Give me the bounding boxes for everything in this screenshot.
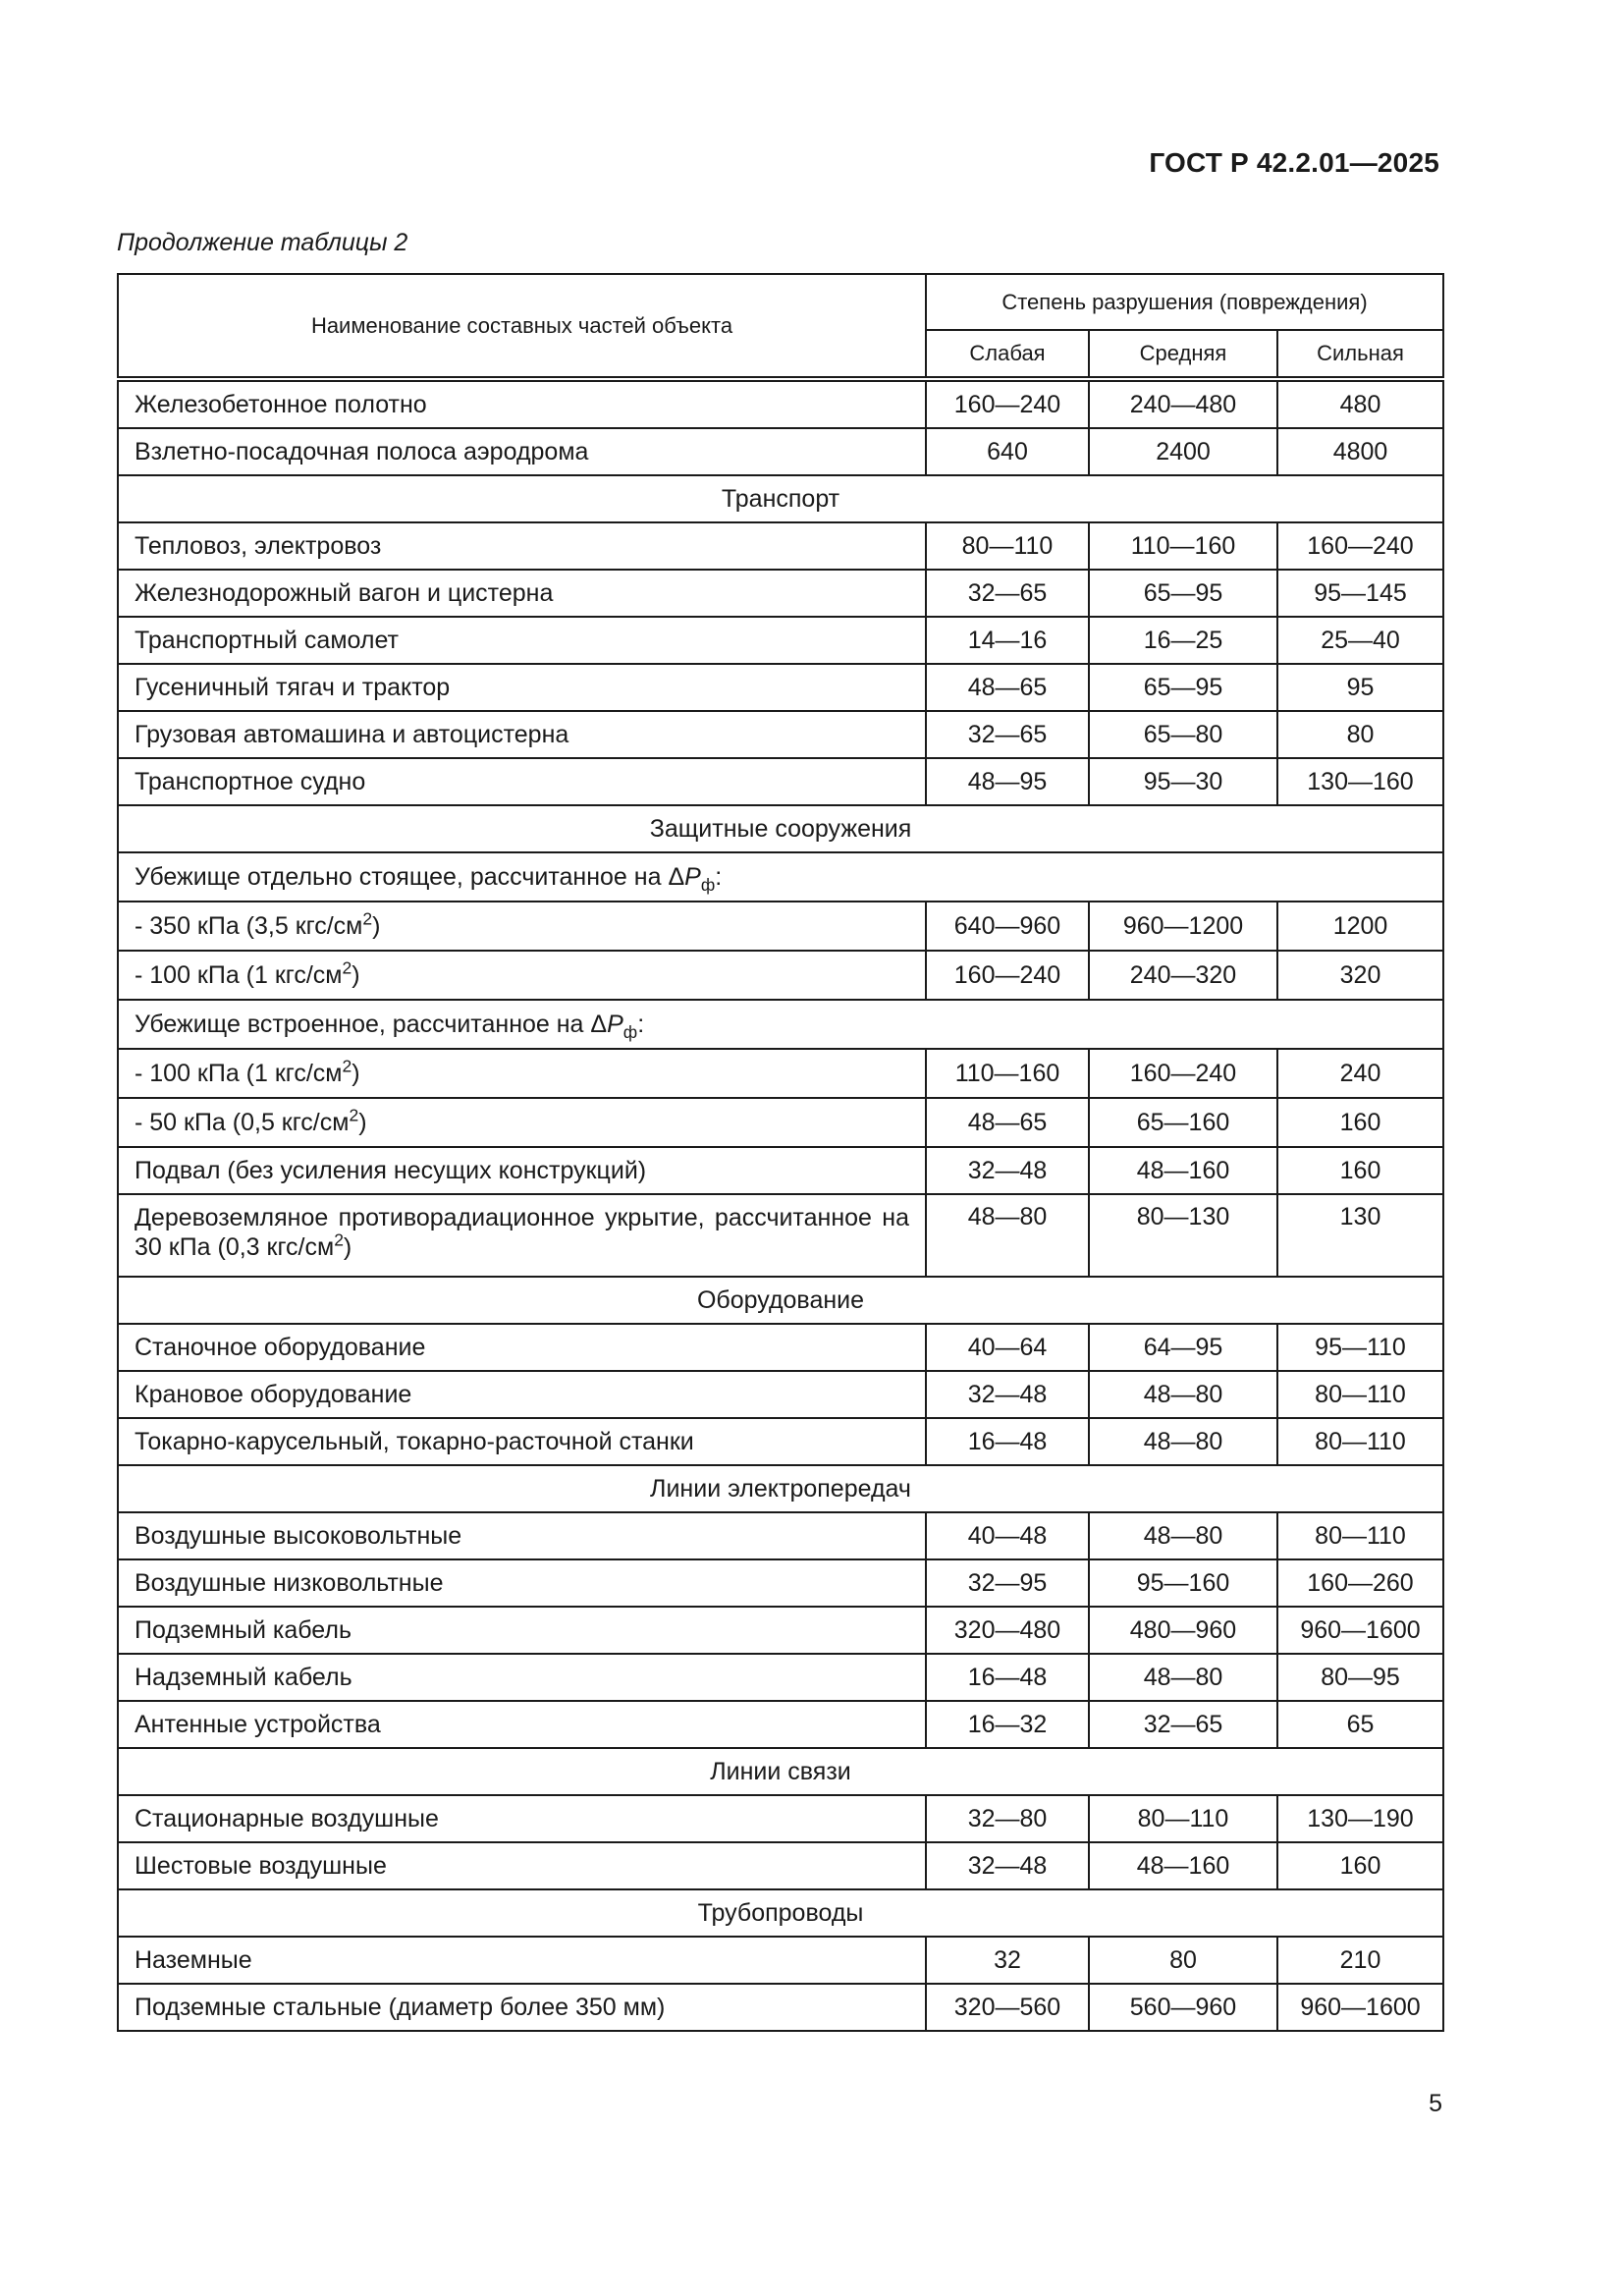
value-weak: 48—80	[926, 1194, 1089, 1277]
table-row	[118, 1654, 1443, 1701]
value-strong: 130—190	[1277, 1795, 1443, 1842]
object-name: - 50 кПа (0,5 кгс/см	[135, 1108, 350, 1136]
object-name: Грузовая автомашина и автоцистерна	[135, 720, 569, 748]
object-name-cell	[118, 1147, 926, 1194]
value-weak: 48—65	[926, 664, 1089, 711]
value-medium: 95—30	[1089, 758, 1277, 805]
object-name-tail: )	[352, 1059, 360, 1087]
object-name: - 350 кПа (3,5 кгс/см	[135, 911, 363, 940]
value-weak: 320—560	[926, 1984, 1089, 2031]
value-medium: 48—160	[1089, 1842, 1277, 1889]
unit-superscript: 2	[362, 908, 373, 929]
value-weak: 16—32	[926, 1701, 1089, 1748]
value-medium: 240—320	[1089, 951, 1277, 1000]
table-row	[118, 1984, 1443, 2031]
value-medium: 48—80	[1089, 1371, 1277, 1418]
object-name-cell	[118, 758, 926, 805]
object-name-cell	[118, 1937, 926, 1984]
value-strong: 160	[1277, 1842, 1443, 1889]
value-weak: 32	[926, 1937, 1089, 1984]
value-strong: 210	[1277, 1937, 1443, 1984]
value-medium: 32—65	[1089, 1701, 1277, 1748]
subheading-row	[118, 1000, 1443, 1049]
table-row	[118, 522, 1443, 570]
value-medium: 80—130	[1089, 1194, 1277, 1277]
value-medium: 110—160	[1089, 522, 1277, 570]
table-body	[118, 379, 1443, 2031]
table-row	[118, 428, 1443, 475]
value-medium: 480—960	[1089, 1607, 1277, 1654]
pressure-subscript: ф	[622, 1021, 638, 1042]
value-weak: 16—48	[926, 1654, 1089, 1701]
col-header-medium: Средняя	[1089, 330, 1277, 379]
subheading-row	[118, 852, 1443, 902]
table-row	[118, 711, 1443, 758]
table-row	[118, 1937, 1443, 1984]
object-name: Надземный кабель	[135, 1663, 352, 1691]
value-strong: 960—1600	[1277, 1607, 1443, 1654]
value-strong: 80—110	[1277, 1371, 1443, 1418]
table-row	[118, 1049, 1443, 1098]
object-name-cell	[118, 379, 926, 428]
value-strong: 80—110	[1277, 1512, 1443, 1559]
section-row	[118, 1277, 1443, 1324]
value-weak: 160—240	[926, 951, 1089, 1000]
object-name-cell	[118, 570, 926, 617]
object-name-cell	[118, 1607, 926, 1654]
table-row	[118, 902, 1443, 951]
value-medium: 64—95	[1089, 1324, 1277, 1371]
value-strong: 95—110	[1277, 1324, 1443, 1371]
value-weak: 110—160	[926, 1049, 1089, 1098]
value-strong: 1200	[1277, 902, 1443, 951]
value-weak: 32—65	[926, 711, 1089, 758]
table-row	[118, 951, 1443, 1000]
damage-table	[117, 273, 1444, 2032]
section-row	[118, 805, 1443, 852]
object-name: Взлетно-посадочная полоса аэродрома	[135, 437, 589, 465]
subheading-cell: Убежище встроенное, рассчитанное на $\Delta P_ф$:	[118, 1000, 1443, 1049]
value-medium: 48—160	[1089, 1147, 1277, 1194]
value-medium: 48—80	[1089, 1654, 1277, 1701]
value-medium: 560—960	[1089, 1984, 1277, 2031]
object-name-cell	[118, 1418, 926, 1465]
object-name: Транспортное судно	[135, 767, 366, 795]
value-strong: 95—145	[1277, 570, 1443, 617]
subheading-tail: :	[715, 862, 723, 891]
object-name: Гусеничный тягач и трактор	[135, 673, 451, 701]
value-medium: 65—95	[1089, 664, 1277, 711]
value-medium: 160—240	[1089, 1049, 1277, 1098]
table-row	[118, 1512, 1443, 1559]
value-medium: 16—25	[1089, 617, 1277, 664]
object-name-cell	[118, 1324, 926, 1371]
unit-superscript: 2	[349, 1105, 359, 1125]
object-name: Станочное оборудование	[135, 1333, 426, 1361]
table-row	[118, 1194, 1443, 1277]
value-strong: 80	[1277, 711, 1443, 758]
value-strong: 480	[1277, 379, 1443, 428]
value-weak: 14—16	[926, 617, 1089, 664]
object-name: Токарно-карусельный, токарно-расточной станки	[135, 1427, 694, 1455]
value-strong: 25—40	[1277, 617, 1443, 664]
table-caption: Продолжение таблицы 2	[117, 229, 408, 256]
subheading-cell: Убежище отдельно стоящее, рассчитанное на $\Delta P_ф$:	[118, 852, 1443, 902]
pressure-symbol: P	[607, 1010, 623, 1038]
section-title: Линии электропередач	[118, 1465, 1443, 1512]
value-medium: 48—80	[1089, 1512, 1277, 1559]
value-weak: 640—960	[926, 902, 1089, 951]
section-title: Трубопроводы	[118, 1889, 1443, 1937]
value-strong: 80—110	[1277, 1418, 1443, 1465]
value-medium: 65—160	[1089, 1098, 1277, 1147]
value-medium: 65—80	[1089, 711, 1277, 758]
value-weak: 32—48	[926, 1842, 1089, 1889]
section-title: Транспорт	[118, 475, 1443, 522]
value-strong: 160—260	[1277, 1559, 1443, 1607]
value-medium: 960—1200	[1089, 902, 1277, 951]
object-name-cell	[118, 664, 926, 711]
col-header-weak: Слабая	[926, 330, 1089, 379]
value-weak: 320—480	[926, 1607, 1089, 1654]
value-medium: 48—80	[1089, 1418, 1277, 1465]
pressure-symbol: P	[684, 862, 701, 891]
subheading-tail: :	[637, 1010, 645, 1038]
value-weak: 16—48	[926, 1418, 1089, 1465]
page-number: 5	[1429, 2090, 1442, 2117]
col-header-damage-degree: Степень разрушения (повреждения)	[926, 274, 1443, 330]
value-medium: 2400	[1089, 428, 1277, 475]
value-strong: 320	[1277, 951, 1443, 1000]
object-name-cell	[118, 428, 926, 475]
value-medium: 240—480	[1089, 379, 1277, 428]
value-weak: 48—65	[926, 1098, 1089, 1147]
object-name: - 100 кПа (1 кгс/см	[135, 960, 343, 989]
section-title: Линии связи	[118, 1748, 1443, 1795]
section-row	[118, 475, 1443, 522]
object-name-tail: )	[358, 1108, 367, 1136]
table-row	[118, 1701, 1443, 1748]
object-name: Подземный кабель	[135, 1615, 352, 1644]
object-name-cell	[118, 1194, 926, 1277]
subheading-text: Убежище отдельно стоящее, рассчитанное на	[135, 862, 669, 891]
object-name-tail: )	[343, 1233, 352, 1261]
object-name: Антенные устройства	[135, 1710, 381, 1738]
value-weak: 32—95	[926, 1559, 1089, 1607]
value-strong: 130—160	[1277, 758, 1443, 805]
section-row	[118, 1889, 1443, 1937]
value-weak: 32—48	[926, 1147, 1089, 1194]
object-name-cell	[118, 522, 926, 570]
table-row	[118, 1324, 1443, 1371]
value-strong: 160—240	[1277, 522, 1443, 570]
object-name-cell	[118, 711, 926, 758]
object-name: Воздушные высоковольтные	[135, 1521, 462, 1550]
value-weak: 640	[926, 428, 1089, 475]
unit-superscript: 2	[342, 957, 352, 978]
table-row	[118, 1371, 1443, 1418]
object-name-cell	[118, 1842, 926, 1889]
object-name: Деревоземляное противорадиационное укрытие, рассчитанное на 30 кПа (0,3 кгс/см	[135, 1204, 909, 1261]
table-row	[118, 664, 1443, 711]
value-strong: 240	[1277, 1049, 1443, 1098]
value-weak: 32—80	[926, 1795, 1089, 1842]
object-name-cell	[118, 1098, 926, 1147]
value-medium: 65—95	[1089, 570, 1277, 617]
object-name-cell	[118, 1559, 926, 1607]
object-name: Наземные	[135, 1945, 252, 1974]
unit-superscript: 2	[334, 1230, 344, 1250]
value-medium: 80	[1089, 1937, 1277, 1984]
value-medium: 95—160	[1089, 1559, 1277, 1607]
table-row	[118, 1559, 1443, 1607]
value-strong: 160	[1277, 1098, 1443, 1147]
object-name: Железобетонное полотно	[135, 390, 427, 418]
document-code: ГОСТ Р 42.2.01—2025	[1149, 147, 1439, 178]
value-strong: 95	[1277, 664, 1443, 711]
pressure-subscript: ф	[700, 874, 716, 895]
object-name-cell	[118, 1371, 926, 1418]
object-name-cell	[118, 617, 926, 664]
object-name: - 100 кПа (1 кгс/см	[135, 1059, 343, 1087]
object-name: Железнодорожный вагон и цистерна	[135, 578, 554, 607]
object-name-cell	[118, 1701, 926, 1748]
object-name-cell	[118, 951, 926, 1000]
table-row	[118, 1842, 1443, 1889]
col-header-name: Наименование составных частей объекта	[118, 274, 926, 379]
value-strong: 65	[1277, 1701, 1443, 1748]
value-weak: 32—48	[926, 1371, 1089, 1418]
unit-superscript: 2	[342, 1056, 352, 1076]
object-name-cell	[118, 1049, 926, 1098]
object-name: Стационарные воздушные	[135, 1804, 439, 1832]
value-strong: 130	[1277, 1194, 1443, 1277]
table-row	[118, 1795, 1443, 1842]
table-row	[118, 1418, 1443, 1465]
section-title: Защитные сооружения	[118, 805, 1443, 852]
table-row	[118, 1098, 1443, 1147]
table-row	[118, 1607, 1443, 1654]
section-title: Оборудование	[118, 1277, 1443, 1324]
value-strong: 960—1600	[1277, 1984, 1443, 2031]
value-weak: 80—110	[926, 522, 1089, 570]
value-medium: 80—110	[1089, 1795, 1277, 1842]
value-strong: 80—95	[1277, 1654, 1443, 1701]
value-strong: 160	[1277, 1147, 1443, 1194]
object-name: Подземные стальные (диаметр более 350 мм)	[135, 1993, 666, 2021]
table-row	[118, 758, 1443, 805]
value-weak: 32—65	[926, 570, 1089, 617]
value-weak: 40—48	[926, 1512, 1089, 1559]
object-name: Шестовые воздушные	[135, 1851, 387, 1880]
table-row	[118, 379, 1443, 428]
value-strong: 4800	[1277, 428, 1443, 475]
object-name-cell	[118, 1654, 926, 1701]
value-weak: 160—240	[926, 379, 1089, 428]
object-name: Транспортный самолет	[135, 626, 399, 654]
col-header-strong: Сильная	[1277, 330, 1443, 379]
subheading-text: Убежище встроенное, рассчитанное на	[135, 1010, 591, 1038]
value-weak: 48—95	[926, 758, 1089, 805]
object-name-cell	[118, 1984, 926, 2031]
table-row	[118, 1147, 1443, 1194]
object-name: Подвал (без усиления несущих конструкций)	[135, 1156, 647, 1184]
value-weak: 40—64	[926, 1324, 1089, 1371]
object-name-tail: )	[352, 960, 360, 989]
table-row	[118, 570, 1443, 617]
section-row	[118, 1465, 1443, 1512]
object-name-cell	[118, 1512, 926, 1559]
table-row	[118, 617, 1443, 664]
object-name: Воздушные низковольтные	[135, 1568, 444, 1597]
object-name: Крановое оборудование	[135, 1380, 412, 1408]
object-name-tail: )	[372, 911, 381, 940]
object-name: Тепловоз, электровоз	[135, 531, 382, 560]
object-name-cell	[118, 1795, 926, 1842]
section-row	[118, 1748, 1443, 1795]
object-name-cell	[118, 902, 926, 951]
